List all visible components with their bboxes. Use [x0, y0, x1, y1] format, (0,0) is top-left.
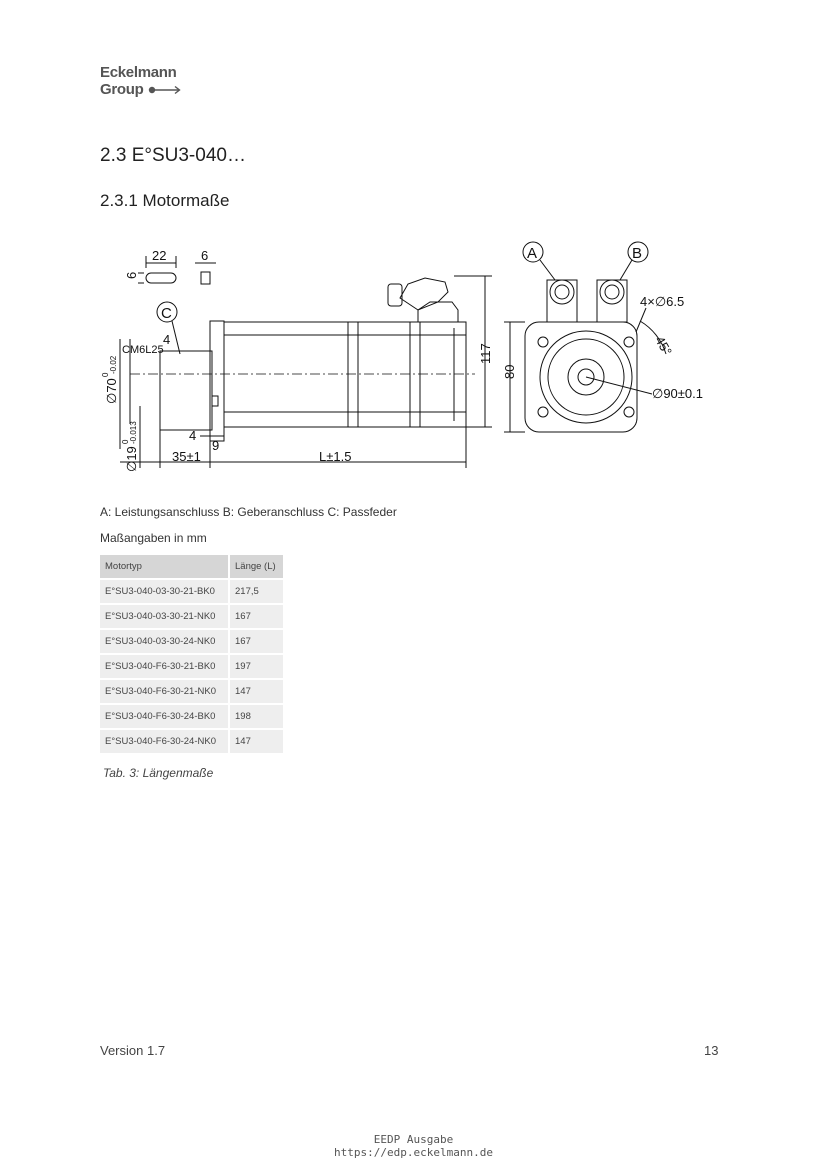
cell-motortyp: E°SU3-040-03-30-24-NK0 [100, 629, 229, 654]
footer-edition: EEDP Ausgabe [373, 1133, 454, 1146]
dim-flange-tol-bottom: -0.02 [109, 355, 118, 374]
page-number: 13 [704, 1043, 719, 1058]
dim-key-offset: 4 [163, 332, 171, 347]
dim-square-80: 80 [502, 364, 517, 379]
dim-height-117: 117 [478, 343, 493, 364]
dim-thread: CM6L25 [122, 344, 164, 356]
cell-motortyp: E°SU3-040-F6-30-24-NK0 [100, 729, 229, 754]
cell-laenge: 147 [229, 679, 283, 704]
dim-motor-length: L±1.5 [319, 449, 352, 464]
dim-shaft-length: 35±1 [172, 449, 201, 464]
logo-line-2: Group [100, 81, 144, 98]
section-heading: 2.3 E°SU3-040… [100, 145, 246, 166]
table-row [100, 604, 283, 629]
dim-flange-step: 4 [189, 428, 197, 443]
logo-line-1: Eckelmann [100, 64, 177, 81]
dim-flange-thickness: 9 [212, 438, 220, 453]
cell-motortyp: E°SU3-040-03-30-21-NK0 [100, 604, 229, 629]
table-row [100, 704, 283, 729]
cell-laenge: 198 [229, 704, 283, 729]
cell-laenge: 167 [229, 629, 283, 654]
length-table [100, 555, 283, 755]
dim-shaft-tol-top: 0 [121, 439, 130, 444]
dim-key-thickness: 6 [201, 248, 209, 263]
table-caption: Tab. 3: Längenmaße [103, 766, 214, 780]
table-row [100, 729, 283, 754]
dim-flange-tol-top: 0 [101, 372, 110, 377]
table-header-row [100, 555, 283, 579]
column-header-motortyp: Motortyp [100, 555, 229, 579]
units-note: Maßangaben in mm [100, 531, 207, 545]
dim-flange-diameter: ∅70 [104, 378, 119, 404]
version-label: Version 1.7 [100, 1043, 166, 1058]
table-row [100, 579, 283, 604]
dim-mounting-holes: 4×∅6.5 [640, 294, 685, 309]
dim-bolt-circle: ∅90±0.1 [652, 386, 703, 401]
cell-laenge: 147 [229, 729, 283, 754]
company-logo [100, 64, 182, 98]
logo-arrow-icon [148, 85, 182, 95]
dim-key-height: 6 [124, 271, 139, 279]
footer-url[interactable]: https://edp.eckelmann.de [334, 1146, 493, 1159]
label-c: C [161, 305, 172, 322]
edition-footer [0, 1133, 827, 1159]
dim-key-width: 22 [152, 248, 167, 263]
motor-dimension-drawing [100, 236, 712, 472]
cell-motortyp: E°SU3-040-03-30-21-BK0 [100, 579, 229, 604]
drawing-legend: A: Leistungsanschluss B: Geberanschluss C: Passfeder [100, 505, 397, 519]
cell-motortyp: E°SU3-040-F6-30-21-BK0 [100, 654, 229, 679]
subsection-heading: 2.3.1 Motormaße [100, 191, 230, 210]
cell-motortyp: E°SU3-040-F6-30-24-BK0 [100, 704, 229, 729]
dim-angle: 45° [652, 333, 676, 359]
label-a: A [527, 245, 538, 262]
cell-laenge: 217,5 [229, 579, 283, 604]
table-row [100, 679, 283, 704]
table-row [100, 654, 283, 679]
table-row [100, 629, 283, 654]
dim-shaft-diameter: ∅19 [124, 446, 139, 472]
label-b: B [632, 245, 643, 262]
dim-shaft-tol-bottom: -0.013 [129, 421, 138, 444]
cell-laenge: 197 [229, 654, 283, 679]
column-header-laenge: Länge (L) [229, 555, 283, 579]
cell-motortyp: E°SU3-040-F6-30-21-NK0 [100, 679, 229, 704]
cell-laenge: 167 [229, 604, 283, 629]
